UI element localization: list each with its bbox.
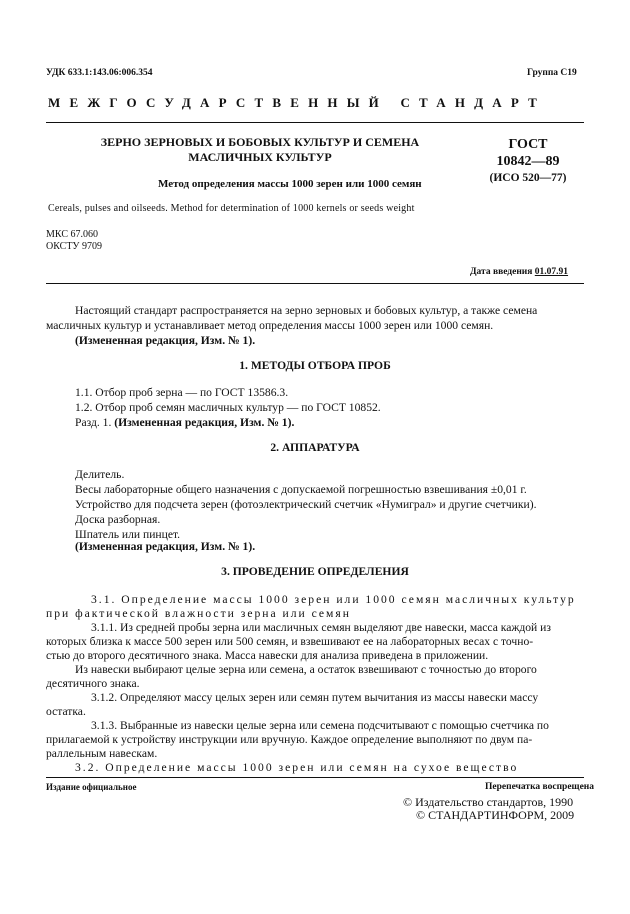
reprint-notice: Перепечатка воспрещена	[485, 782, 595, 792]
gost-block	[478, 136, 578, 187]
group-code: Группа С19	[527, 68, 577, 78]
gost-label: ГОСТ	[508, 137, 548, 152]
english-title: Cereals, pulses and oilseeds. Method for determination of 1000 kernels or seeds weight	[48, 203, 415, 214]
clause-3-1-1-line: десятичного знака.	[46, 677, 140, 690]
clause-1-1: 1.1. Отбор проб зерна — по ГОСТ 13586.3.	[75, 386, 289, 399]
clause-3-1-3-line: 3.1.3. Выбранные из навески целые зерна или семена подсчитывают с помощью счетчика по	[91, 719, 549, 732]
section-2-amendment: (Измененная редакция, Изм. № 1).	[75, 540, 256, 553]
amendment-note: (Измененная редакция, Изм. № 1).	[75, 334, 256, 347]
section-1-amendment-prefix: Разд. 1.	[75, 416, 112, 429]
intro-paragraph-line: Настоящий стандарт распространяется на зерно зерновых и бобовых культур, а также семена	[75, 304, 538, 317]
intro-date-value: 01.07.91	[534, 267, 569, 277]
title-line-2: МАСЛИЧНЫХ КУЛЬТУР	[188, 150, 332, 164]
section-1-heading: 1. МЕТОДЫ ОТБОРА ПРОБ	[239, 359, 391, 372]
method-subtitle: Метод определения массы 1000 зерен или 1000 семян	[158, 178, 422, 190]
interstate-standard-banner: МЕЖГОСУДАРСТВЕННЫЙ СТАНДАРТ	[48, 95, 547, 110]
mks-code: МКС 67.060	[46, 229, 98, 240]
section-2-heading: 2. АППАРАТУРА	[270, 441, 360, 454]
clause-3-1-3-line: раллельным навескам.	[46, 747, 158, 760]
iso-reference: (ИСО 520—77)	[489, 172, 567, 184]
intro-date	[470, 267, 568, 277]
apparatus-item: Делитель.	[75, 468, 125, 481]
clause-3-1-1-line: стью до второго десятичного знака. Масса навески для анализа приведена в приложении.	[46, 649, 489, 662]
top-divider	[46, 122, 584, 123]
edition-label: Издание официальное	[46, 782, 137, 792]
copyright-2009: © СТАНДАРТИНФОРМ, 2009	[416, 808, 575, 822]
section-1-amendment	[75, 415, 294, 431]
intro-date-label: Дата введения	[470, 267, 533, 277]
udk-code: УДК 633.1:143.06:006.354	[46, 68, 153, 78]
clause-3-1-1-line: 3.1.1. Из средней пробы зерна или масличных семян выделяют две навески, масса каждой из	[91, 621, 551, 634]
clause-3-1-2-line: 3.1.2. Определяют массу целых зерен или семян путем вычитания из массы навески массу	[91, 691, 539, 704]
apparatus-item: Доска разборная.	[75, 513, 161, 526]
okstu-code: ОКСТУ 9709	[46, 241, 103, 252]
intro-paragraph-line: масличных культур и устанавливает метод определения массы 1000 зерен или 1000 семян.	[46, 319, 494, 332]
clause-3-1-heading: при фактической влажности зерна или семян	[46, 607, 351, 620]
standard-title	[60, 135, 460, 165]
section-1-amendment-text: (Измененная редакция, Изм. № 1).	[114, 416, 295, 429]
clause-3-1-1-line: которых близка к массе 500 зерен или 500 семян, и взвешивают ее на лабораторных весах с точно-	[46, 635, 534, 648]
clause-1-2: 1.2. Отбор проб семян масличных культур — по ГОСТ 10852.	[75, 401, 381, 414]
footer-divider	[46, 777, 584, 778]
gost-number: 10842—89	[496, 154, 560, 169]
date-divider	[46, 283, 584, 284]
title-line-1: ЗЕРНО ЗЕРНОВЫХ И БОБОВЫХ КУЛЬТУР И СЕМЕНА	[100, 135, 420, 149]
apparatus-item: Устройство для подсчета зерен (фотоэлектрический счетчик «Нумиграл» и другие счетчики).	[75, 498, 537, 511]
clause-3-1-2-line: остатка.	[46, 705, 86, 718]
apparatus-item: Весы лабораторные общего назначения с допускаемой погрешностью взвешивания ±0,01 г.	[75, 483, 527, 496]
apparatus-item: Шпатель или пинцет.	[75, 528, 181, 541]
clause-3-1-1-line: Из навески выбирают целые зерна или семена, а остаток взвешивают с точностью до второго	[75, 663, 537, 676]
clause-3-1-heading: 3.1. Определение массы 1000 зерен или 1000 семян масличных культур	[91, 593, 576, 606]
copyright-1990: © Издательство стандартов, 1990	[403, 795, 574, 809]
clause-3-2-heading: 3.2. Определение массы 1000 зерен или семян на сухое вещество	[75, 761, 519, 774]
clause-3-1-3-line: прилагаемой к устройству инструкции или вручную. Каждое определение выполняют по двум па-	[46, 733, 533, 746]
section-3-heading: 3. ПРОВЕДЕНИЕ ОПРЕДЕЛЕНИЯ	[221, 565, 409, 578]
